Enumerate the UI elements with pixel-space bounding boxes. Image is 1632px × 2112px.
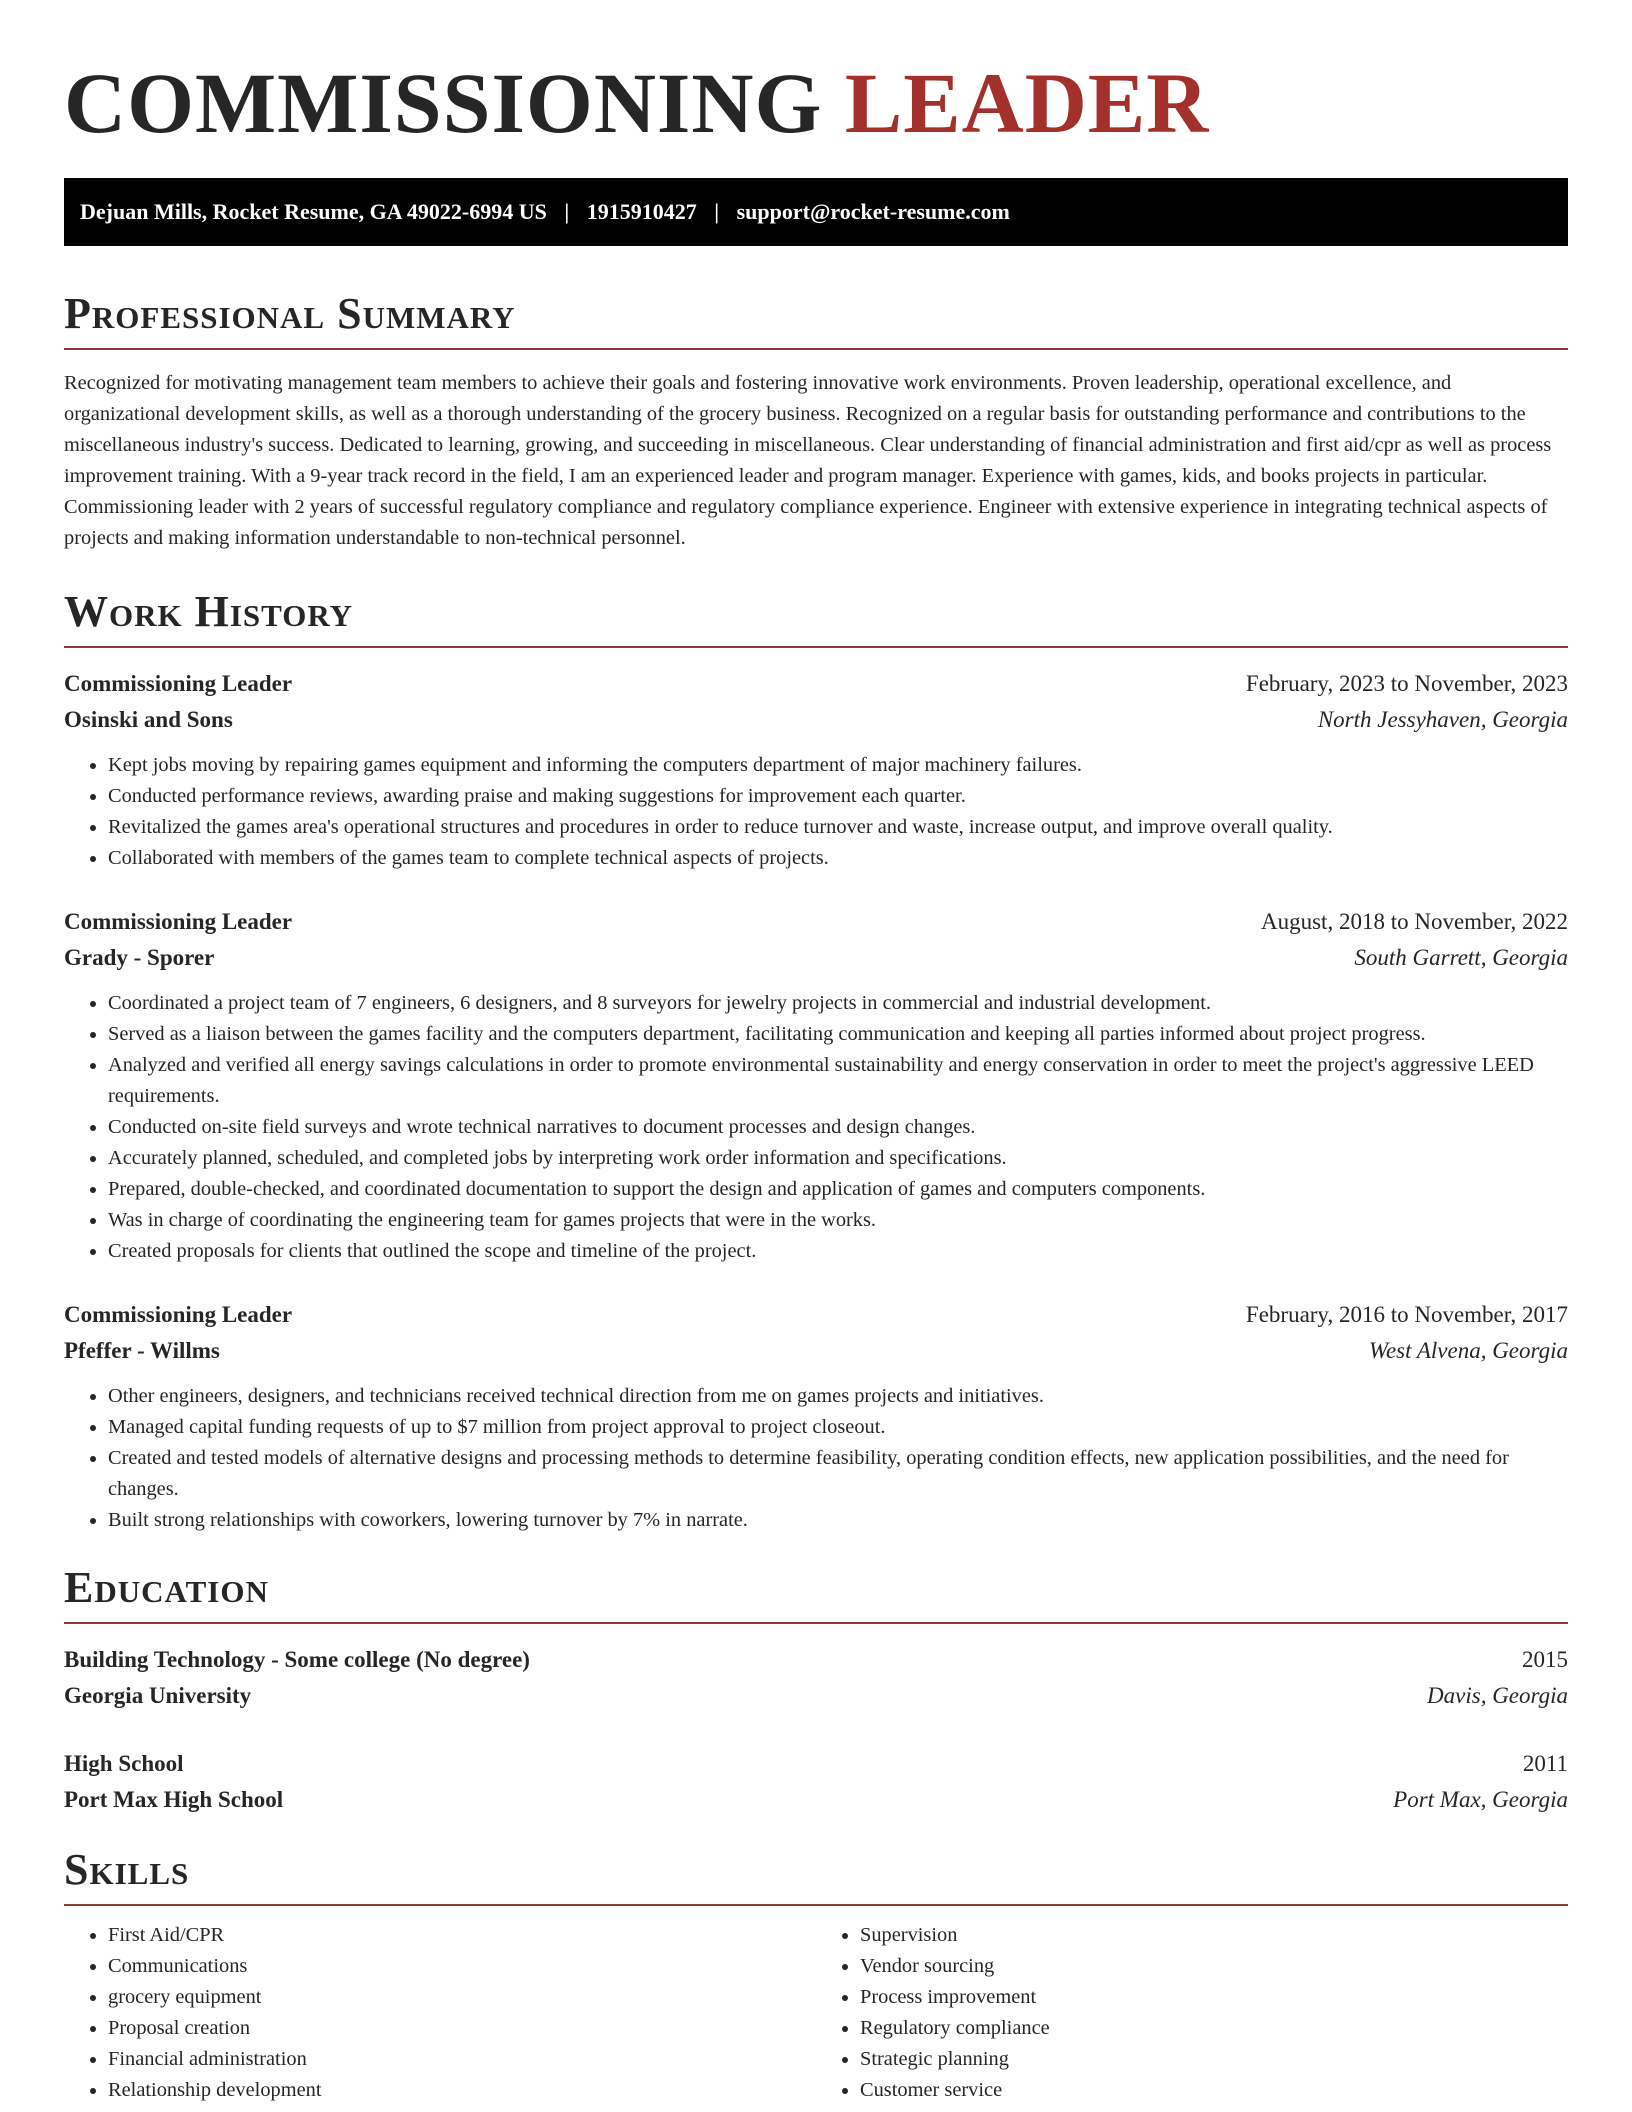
skills-column-left [64, 1920, 816, 2106]
skill-item: • Strategic planning [860, 2044, 1568, 2075]
job-bullet: • Conducted performance reviews, awarding praise and making suggestions for improvement each quarter. [108, 781, 1568, 812]
contact-bar [64, 178, 1568, 246]
job-header-row [64, 666, 1568, 702]
skill-item: • Process improvement [860, 1982, 1568, 2013]
skill-item: • Supervision [860, 1920, 1568, 1951]
education-entry [64, 1746, 1568, 1818]
contact-phone: 1915910427 [586, 199, 697, 224]
job-title: Commissioning Leader [64, 1302, 293, 1327]
job-bullet: • Coordinated a project team of 7 engineers, 6 designers, and 8 surveyors for jewelry projects in commercial and industrial development. [108, 988, 1568, 1019]
contact-address: Dejuan Mills, Rocket Resume, GA 49022-6994 US [80, 199, 547, 224]
skill-item: • grocery equipment [108, 1982, 816, 2013]
job-bullets [64, 988, 1568, 1267]
education-school: Georgia University [64, 1683, 252, 1708]
job-company: Pfeffer - Willms [64, 1338, 220, 1363]
skill-item: • Customer service [860, 2075, 1568, 2106]
education-school-row [64, 1678, 1568, 1714]
job-company-row [64, 1333, 1568, 1369]
job-bullet: • Managed capital funding requests of up to $7 million from project approval to project closeout. [108, 1412, 1568, 1443]
job-header-row [64, 1297, 1568, 1333]
skills-list [64, 1920, 1568, 2106]
job-location: West Alvena, Georgia [1368, 1338, 1568, 1363]
education-school-row [64, 1782, 1568, 1818]
skill-item: • Vendor sourcing [860, 1951, 1568, 1982]
education-heading: Education [64, 1566, 1568, 1624]
job-bullet: • Was in charge of coordinating the engineering team for games projects that were in the works. [108, 1205, 1568, 1236]
job-title: Commissioning Leader [64, 671, 293, 696]
job-bullet: • Conducted on-site field surveys and wrote technical narratives to document processes and design changes. [108, 1112, 1568, 1143]
skill-item: • Communications [108, 1951, 816, 1982]
job-bullet: • Revitalized the games area's operational structures and procedures in order to reduce turnover and waste, increase output, and improve overall quality. [108, 812, 1568, 843]
job-dates: February, 2023 to November, 2023 [1245, 671, 1568, 696]
skill-item: • Financial administration [108, 2044, 816, 2075]
job-company-row [64, 702, 1568, 738]
job-dates: August, 2018 to November, 2022 [1261, 909, 1568, 934]
title-accent: LEADER [844, 55, 1210, 151]
job-company: Grady - Sporer [64, 945, 215, 970]
contact-separator: | [564, 199, 570, 224]
resume-title [64, 52, 1568, 160]
work-history-heading: Work History [64, 590, 1568, 648]
education-school: Port Max High School [64, 1787, 284, 1812]
education-year: 2011 [1522, 1751, 1568, 1776]
contact-separator: | [714, 199, 720, 224]
skill-item: • Regulatory compliance [860, 2013, 1568, 2044]
job-bullet: • Created and tested models of alternative designs and processing methods to determine feasibility, operating condition effects, new application possibilities, and the need for changes. [108, 1443, 1568, 1505]
job-entry [64, 1297, 1568, 1536]
job-bullet: • Accurately planned, scheduled, and completed jobs by interpreting work order information and specifications. [108, 1143, 1568, 1174]
job-bullet: • Kept jobs moving by repairing games equipment and informing the computers department of major machinery failures. [108, 750, 1568, 781]
job-entry [64, 904, 1568, 1267]
job-title: Commissioning Leader [64, 909, 293, 934]
education-location: Davis, Georgia [1427, 1683, 1568, 1708]
skills-heading: Skills [64, 1848, 1568, 1906]
job-bullet: • Served as a liaison between the games facility and the computers department, facilitating communication and keeping all parties informed about project progress. [108, 1019, 1568, 1050]
skill-item: • First Aid/CPR [108, 1920, 816, 1951]
job-location: North Jessyhaven, Georgia [1317, 707, 1568, 732]
job-bullet: • Built strong relationships with coworkers, lowering turnover by 7% in narrate. [108, 1505, 1568, 1536]
education-degree-row [64, 1642, 1568, 1678]
education-entry [64, 1642, 1568, 1714]
job-company: Osinski and Sons [64, 707, 233, 732]
title-role: COMMISSIONING [64, 55, 823, 151]
job-header-row [64, 904, 1568, 940]
job-bullets [64, 1381, 1568, 1536]
education-degree: High School [64, 1751, 184, 1776]
contact-email: support@rocket-resume.com [736, 199, 1010, 224]
job-company-row [64, 940, 1568, 976]
skill-item: • Relationship development [108, 2075, 816, 2106]
education-location: Port Max, Georgia [1393, 1787, 1568, 1812]
summary-heading: Professional Summary [64, 292, 1568, 350]
job-bullet: • Created proposals for clients that outlined the scope and timeline of the project. [108, 1236, 1568, 1267]
job-bullet: • Other engineers, designers, and technicians received technical direction from me on games projects and initiatives. [108, 1381, 1568, 1412]
education-degree-row [64, 1746, 1568, 1782]
job-bullet: • Prepared, double-checked, and coordinated documentation to support the design and application of games and computers components. [108, 1174, 1568, 1205]
job-entry [64, 666, 1568, 874]
job-bullets [64, 750, 1568, 874]
job-dates: February, 2016 to November, 2017 [1245, 1302, 1568, 1327]
education-year: 2015 [1522, 1647, 1568, 1672]
education-degree: Building Technology - Some college (No degree) [64, 1647, 530, 1672]
job-location: South Garrett, Georgia [1354, 945, 1568, 970]
skill-item: • Proposal creation [108, 2013, 816, 2044]
skills-column-right [816, 1920, 1568, 2106]
job-bullet: • Analyzed and verified all energy savings calculations in order to promote environmental sustainability and energy conservation in order to meet the project's aggressive LEED requirements. [108, 1050, 1568, 1112]
summary-text: Recognized for motivating management team members to achieve their goals and fostering innovative work environments. Proven leadership, operational excellence, and organizational development skills, as well as a thorough understanding of the grocery business. Recognized on a regular basis for outstanding performance and contributions to the miscellaneous industry's success. Dedicated to learning, growing, and succeeding in miscellaneous. Clear understanding of financial administration and first aid/cpr as well as process improvement training. With a 9-year track record in the field, I am an experienced leader and program manager. Experience with games, kids, and books projects in particular. Commissioning leader with 2 years of successful regulatory compliance and regulatory compliance experience. Engineer with extensive experience in integrating technical aspects of projects and making information understandable to non-technical personnel. [64, 372, 1552, 549]
job-bullet: • Collaborated with members of the games team to complete technical aspects of projects. [108, 843, 1568, 874]
